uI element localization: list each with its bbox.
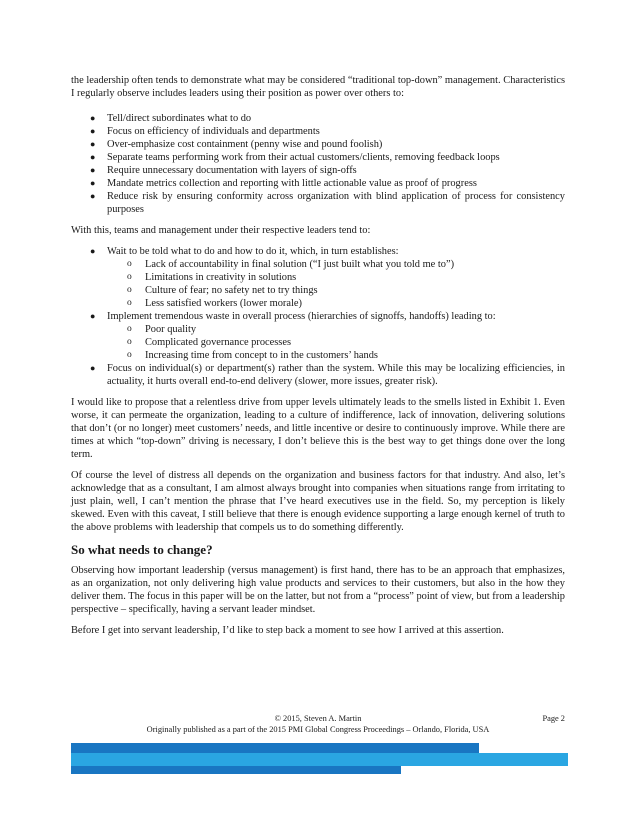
list-item: ● Separate teams performing work from their actual customers/clients, removing feedback loops (90, 152, 500, 163)
sub-list-item: o Poor quality (127, 324, 197, 335)
bullet-icon: ● (90, 191, 96, 201)
sub-list-item: o Limitations in creativity in solutions (127, 272, 297, 283)
sub-list (107, 323, 565, 362)
bullet-icon: ● (90, 165, 96, 175)
section-heading: So what needs to change? (71, 542, 213, 557)
sub-list (107, 258, 565, 310)
sub-list-item: o Less satisfied workers (lower morale) (127, 298, 302, 309)
publication-note: Originally published as a part of the 2015 PMI Global Congress Proceedings – Orlando, Florida, USA (146, 725, 490, 734)
page-footer (71, 713, 565, 735)
body-paragraph: Observing how important leadership (versus management) is first hand, there has to be an approach that emphasizes, as an organization, not only delivering high value products and services to their customers, but also in the how they deliver them. The focus in this paper will be on the latter, but not from a “process” point of view, but from a leadership perspective – specifically, having a servant leader mindset. (71, 565, 565, 615)
list-item: ● Focus on efficiency of individuals and departments (90, 126, 320, 137)
body-paragraph: Of course the level of distress all depends on the organization and business factors for that industry. And also, let’s acknowledge that as a consultant, I am almost always brought into companies when situations range from irritating to just plain, well, I can’t mention the phrase that I’ve heard executives use in the field. So, my perception is likely skewed. Even with this caveat, I still believe that there is enough evidence supporting a large enough kernel of truth to the above problems with leadership that compels us to do something differently. (71, 470, 565, 533)
footer-decor-bar (71, 766, 401, 774)
bullet-icon: ● (90, 126, 96, 136)
bullet-icon: ● (90, 178, 96, 188)
list-item: ● Implement tremendous waste in overall process (hierarchies of signoffs, handoffs) leading to: o Poor quality o Complicated governance processes o Increasing time from concept to in the customers’ hands (71, 310, 565, 362)
page-body (71, 74, 565, 645)
body-paragraph: Before I get into servant leadership, I’d like to step back a moment to see how I arrived at this assertion. (71, 625, 504, 636)
copyright-text: © 2015, Steven A. Martin (274, 714, 362, 723)
sub-list-item: o Lack of accountability in final solution (“I just built what you told me to”) (127, 259, 455, 270)
sub-list-item: o Culture of fear; no safety net to try things (127, 285, 318, 296)
bullet-icon: ● (90, 311, 96, 321)
circle-bullet-icon: o (127, 337, 132, 347)
circle-bullet-icon: o (127, 350, 132, 360)
tendencies-list (71, 245, 565, 388)
bullet-icon: ● (90, 152, 96, 162)
circle-bullet-icon: o (127, 324, 132, 334)
sub-list-item: o Complicated governance processes (127, 337, 291, 348)
bullet-icon: ● (90, 363, 96, 373)
circle-bullet-icon: o (127, 298, 132, 308)
intro-paragraph: the leadership often tends to demonstrate what may be considered “traditional top-down” management. Characteristics I regularly observe includes leaders using their position as power over others to: (71, 75, 565, 99)
list-item: ● Mandate metrics collection and reporting with little actionable value as proof of progress (90, 178, 477, 189)
circle-bullet-icon: o (127, 259, 132, 269)
circle-bullet-icon: o (127, 285, 132, 295)
bullet-icon: ● (90, 113, 96, 123)
list-item: ● Over-emphasize cost containment (penny wise and pound foolish) (90, 139, 383, 150)
footer-decor-bar (71, 743, 479, 753)
footer-decor-bar (71, 753, 568, 766)
tendencies-intro: With this, teams and management under their respective leaders tend to: (71, 225, 371, 236)
list-item: ● Require unnecessary documentation with layers of sign-offs (90, 165, 357, 176)
page-number: Page 2 (542, 714, 565, 723)
list-item: ● Focus on individual(s) or department(s) rather than the system. While this may be localizing efficiencies, in actuality, it hurts overall end-to-end delivery (slower, more issues, greater risk). (90, 363, 565, 387)
sub-list-item: o Increasing time from concept to in the customers’ hands (127, 350, 378, 361)
list-item: ● Reduce risk by ensuring conformity across organization with blind application of process for consistency purposes (90, 191, 565, 215)
body-paragraph: I would like to propose that a relentless drive from upper levels ultimately leads to the smells listed in Exhibit 1. Even worse, it can permeate the organization, leading to a culture of indifference, lack of innovation, delivering solutions that don’t (or no longer) meet customers’ needs, and little incentive or desire to continuously improve. While there are times at which “top-down” driving is necessary, I don’t believe this is the best way to get things done over the long term. (71, 397, 565, 460)
bullet-icon: ● (90, 246, 96, 256)
bullet-icon: ● (90, 139, 96, 149)
circle-bullet-icon: o (127, 272, 132, 282)
list-item: ● Wait to be told what to do and how to do it, which, in turn establishes: o Lack of accountability in final solution (“I just built what you told me to”) o Limitations in creativity in solutions o Culture of fear; no safety net to try things o Less satisfied workers (lower morale) (71, 245, 565, 310)
list-item: ● Tell/direct subordinates what to do (90, 113, 252, 124)
characteristics-list (71, 112, 565, 216)
